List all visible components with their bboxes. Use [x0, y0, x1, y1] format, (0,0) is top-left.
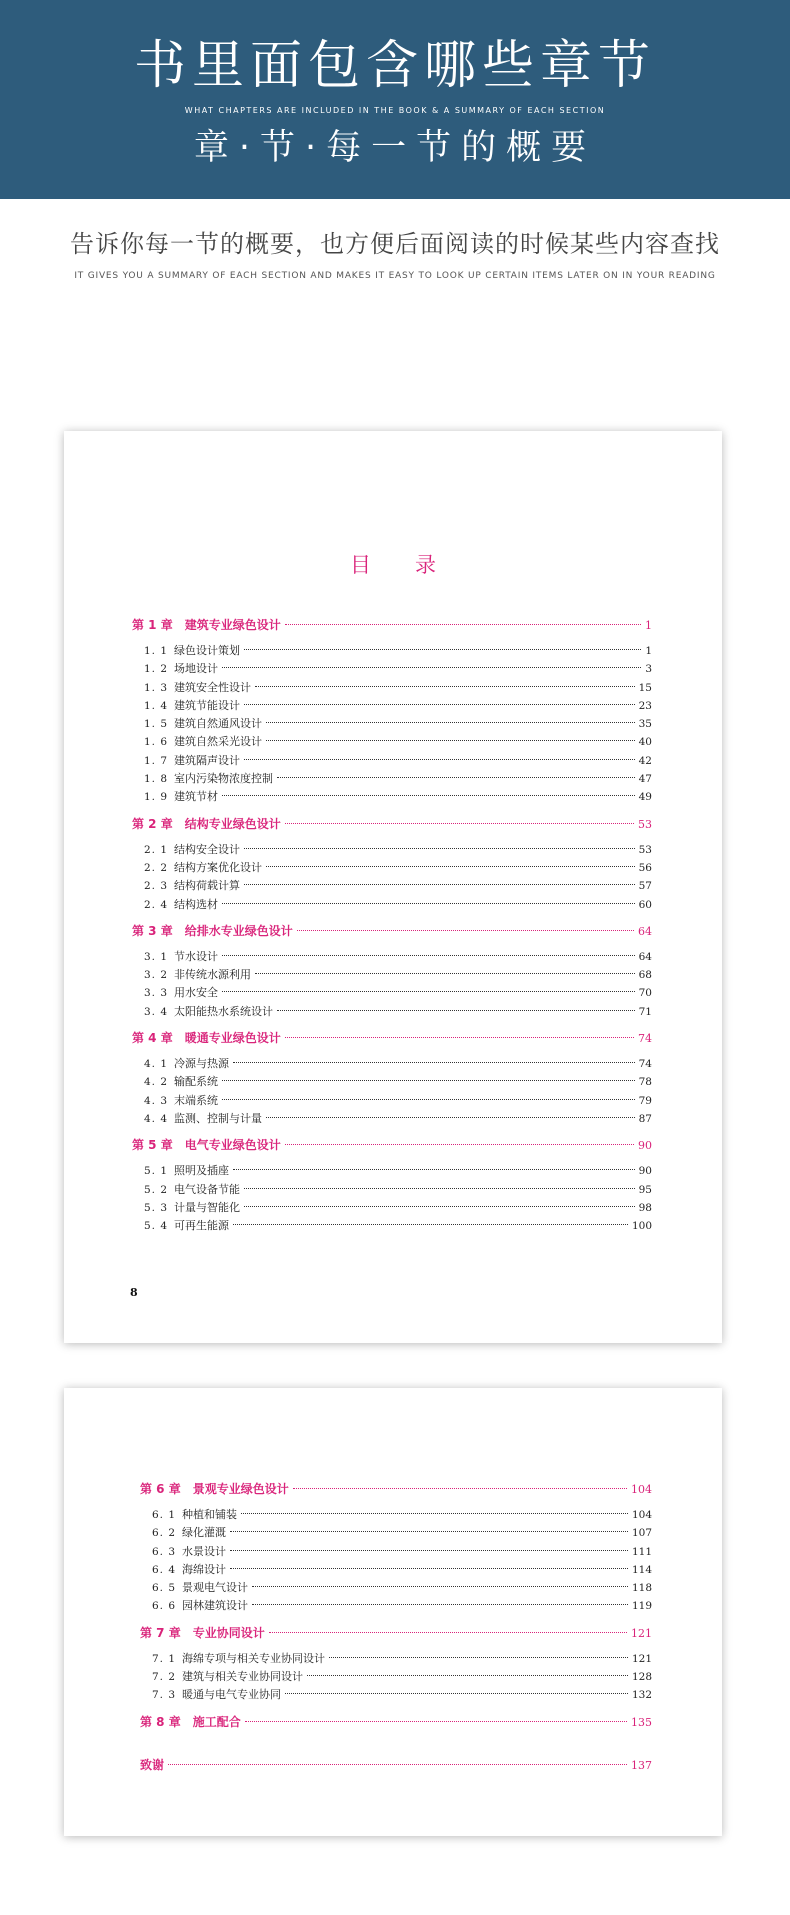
dot-leader — [244, 649, 641, 650]
chapter-page: 1 — [645, 619, 652, 632]
section-entry — [132, 1217, 652, 1235]
section-page: 47 — [638, 773, 652, 786]
section-page: 40 — [638, 736, 652, 749]
section-title: 绿化灌溉 — [182, 1526, 226, 1540]
section-number: 1. 3 — [144, 681, 169, 694]
dot-leader — [222, 667, 641, 668]
section-entry — [132, 1162, 652, 1180]
section-title: 场地设计 — [174, 662, 218, 676]
section-title: 景观电气设计 — [182, 1581, 248, 1595]
chapter-page: 90 — [638, 1139, 652, 1153]
spacer — [132, 807, 652, 815]
section-number: 6. 1 — [152, 1509, 177, 1521]
section-number: 2. 2 — [144, 861, 169, 874]
dot-leader — [244, 1188, 635, 1189]
dot-leader — [297, 930, 634, 931]
section-entry — [132, 877, 652, 895]
dot-leader — [244, 884, 635, 885]
section-number: 6. 2 — [152, 1527, 177, 1540]
section-title: 太阳能热水系统设计 — [174, 1004, 273, 1018]
section-number: 1. 9 — [144, 791, 169, 804]
section-entry — [132, 841, 652, 859]
section-number: 6. 3 — [152, 1545, 177, 1558]
section-entry — [140, 1579, 652, 1597]
chapter-entry — [132, 1136, 652, 1155]
chapter-title: 施工配合 — [192, 1714, 241, 1729]
chapter-page: 135 — [631, 1715, 652, 1729]
section-title: 结构安全设计 — [174, 842, 240, 856]
section-page: 100 — [631, 1220, 652, 1233]
section-entry — [132, 1181, 652, 1199]
section-number: 4. 1 — [144, 1058, 169, 1071]
chapter-entry — [140, 1480, 652, 1499]
section-page: 56 — [638, 861, 652, 874]
dot-leader — [230, 1531, 628, 1532]
chapter-page: 121 — [631, 1626, 652, 1640]
section-entry — [132, 1003, 652, 1021]
section-page: 35 — [638, 718, 652, 731]
section-entry — [132, 733, 652, 751]
chapter-number: 第 1 章 — [132, 618, 173, 632]
section-number: 1. 6 — [144, 736, 169, 749]
chapter-entry — [132, 616, 652, 635]
spacer — [132, 914, 652, 922]
dot-leader — [244, 1206, 635, 1207]
section-number: 1. 4 — [144, 699, 169, 712]
section-title: 节水设计 — [174, 949, 218, 963]
dot-leader — [230, 1568, 628, 1569]
dot-leader — [222, 795, 635, 796]
section-page: 53 — [638, 843, 652, 856]
section-page: 71 — [638, 1005, 652, 1018]
chapter-page: 104 — [631, 1483, 652, 1496]
dot-leader — [293, 1488, 627, 1489]
dot-leader — [255, 973, 635, 974]
banner-subtitle-cn: 章·节·每一节的概要 — [193, 128, 597, 168]
header-banner — [0, 0, 790, 199]
spacer — [140, 1748, 652, 1756]
section-title: 结构选材 — [174, 897, 218, 911]
section-title: 室内污染物浓度控制 — [174, 772, 273, 786]
dot-leader — [277, 777, 635, 778]
chapter-number: 第 5 章 — [132, 1138, 173, 1153]
dot-leader — [241, 1513, 628, 1514]
chapter-number: 第 8 章 — [140, 1714, 181, 1729]
section-title: 种植和铺装 — [182, 1508, 237, 1521]
section-title: 冷源与热源 — [174, 1057, 229, 1071]
section-page: 104 — [631, 1509, 652, 1521]
dot-leader — [285, 624, 641, 625]
section-title: 建筑节材 — [174, 790, 218, 804]
section-entry — [140, 1597, 652, 1615]
section-title: 建筑自然采光设计 — [174, 735, 262, 749]
section-page: 68 — [638, 969, 652, 982]
section-title: 建筑与相关专业协同设计 — [182, 1670, 303, 1684]
section-entry — [140, 1543, 652, 1561]
section-number: 6. 4 — [152, 1563, 177, 1576]
dot-leader — [233, 1224, 628, 1225]
section-number: 5. 4 — [144, 1220, 169, 1233]
toc-page-2 — [64, 1388, 722, 1836]
dot-leader — [307, 1675, 628, 1676]
dot-leader — [285, 1693, 628, 1694]
section-title: 电气设备节能 — [174, 1182, 240, 1196]
dot-leader — [329, 1657, 628, 1658]
section-title: 用水安全 — [174, 986, 218, 1000]
chapter-entry — [132, 815, 652, 834]
section-entry — [140, 1686, 652, 1704]
section-entry — [132, 752, 652, 770]
section-entry — [140, 1524, 652, 1542]
section-page: 111 — [631, 1545, 652, 1558]
chapter-page: 64 — [638, 924, 652, 938]
dot-leader — [222, 903, 635, 904]
dot-leader — [244, 848, 635, 849]
section-page: 1 — [645, 645, 652, 657]
section-entry — [132, 715, 652, 733]
section-page: 119 — [631, 1600, 652, 1613]
section-page: 114 — [631, 1563, 652, 1576]
section-title: 绿色设计策划 — [174, 644, 240, 657]
section-page: 95 — [638, 1183, 652, 1196]
section-number: 4. 4 — [144, 1112, 169, 1125]
section-number: 2. 1 — [144, 843, 169, 856]
section-number: 1. 8 — [144, 773, 169, 786]
section-page: 70 — [638, 987, 652, 1000]
section-page: 78 — [638, 1076, 652, 1089]
section-page: 57 — [638, 880, 652, 893]
spacer — [140, 1643, 652, 1650]
section-title: 输配系统 — [174, 1075, 218, 1089]
spacer — [140, 1616, 652, 1624]
section-entry — [140, 1650, 652, 1668]
dot-leader — [252, 1586, 628, 1587]
chapter-page: 53 — [638, 817, 652, 831]
dot-leader — [168, 1764, 627, 1765]
section-entry — [132, 1110, 652, 1128]
spacer — [140, 1740, 652, 1748]
section-number: 1. 5 — [144, 718, 169, 731]
chapter-entry — [140, 1713, 652, 1732]
spacer — [140, 1499, 652, 1506]
dot-leader — [230, 1550, 628, 1551]
chapter-entry — [140, 1756, 652, 1775]
spacer — [132, 635, 652, 642]
section-entry — [132, 948, 652, 966]
section-entry — [132, 660, 652, 678]
section-title: 建筑隔声设计 — [174, 753, 240, 767]
spacer — [132, 1021, 652, 1029]
spacer — [132, 1155, 652, 1162]
section-entry — [132, 896, 652, 914]
section-number: 4. 3 — [144, 1094, 169, 1107]
section-title: 照明及插座 — [174, 1164, 229, 1178]
dot-leader — [285, 1037, 634, 1038]
spacer — [132, 1128, 652, 1136]
section-number: 5. 2 — [144, 1183, 169, 1196]
section-entry — [140, 1506, 652, 1524]
section-number: 7. 2 — [152, 1671, 177, 1684]
dot-leader — [252, 1604, 628, 1605]
section-entry — [132, 679, 652, 697]
section-number: 7. 1 — [152, 1652, 177, 1665]
dot-leader — [277, 1010, 635, 1011]
section-page: 3 — [645, 663, 652, 676]
chapter-title: 建筑专业绿色设计 — [184, 618, 281, 632]
chapter-title: 致谢 — [140, 1757, 165, 1772]
section-entry — [132, 788, 652, 806]
dot-leader — [266, 1117, 635, 1118]
section-entry — [132, 1055, 652, 1073]
section-page: 60 — [638, 898, 652, 911]
section-title: 暖通与电气专业协同 — [182, 1688, 281, 1702]
section-entry — [132, 1199, 652, 1217]
chapter-entry — [140, 1624, 652, 1643]
section-page: 79 — [638, 1094, 652, 1107]
chapter-title: 给排水专业绿色设计 — [184, 923, 293, 938]
dot-leader — [266, 722, 635, 723]
spacer — [132, 834, 652, 841]
chapter-title: 结构专业绿色设计 — [184, 816, 281, 831]
section-page: 23 — [638, 699, 652, 712]
section-page: 118 — [631, 1582, 652, 1595]
page-number: 8 — [130, 1286, 138, 1299]
section-title: 园林建筑设计 — [182, 1599, 248, 1613]
dot-leader — [222, 955, 635, 956]
dot-leader — [245, 1721, 627, 1722]
section-number: 3. 4 — [144, 1005, 169, 1018]
section-page: 132 — [631, 1689, 652, 1702]
section-entry — [132, 770, 652, 788]
section-entry — [132, 859, 652, 877]
section-page: 98 — [638, 1201, 652, 1214]
chapter-entry — [132, 1029, 652, 1048]
section-number: 1. 7 — [144, 754, 169, 767]
section-page: 107 — [631, 1527, 652, 1540]
chapter-title: 暖通专业绿色设计 — [184, 1031, 281, 1046]
dot-leader — [233, 1062, 635, 1063]
section-number: 1. 1 — [144, 645, 169, 657]
chapter-title: 电气专业绿色设计 — [184, 1138, 281, 1153]
dot-leader — [255, 686, 635, 687]
section-title: 海绵设计 — [182, 1562, 226, 1576]
toc-list — [140, 1480, 652, 1775]
toc-page-1 — [64, 431, 722, 1343]
section-page: 49 — [638, 791, 652, 804]
dot-leader — [266, 866, 635, 867]
banner-title: 书里面包含哪些章节 — [133, 36, 656, 96]
section-title: 水景设计 — [182, 1544, 226, 1558]
section-title: 结构荷载计算 — [174, 879, 240, 893]
section-page: 64 — [638, 950, 652, 963]
section-number: 6. 5 — [152, 1582, 177, 1595]
section-entry — [132, 966, 652, 984]
chapter-number: 第 2 章 — [132, 816, 173, 831]
section-number: 5. 1 — [144, 1165, 169, 1178]
dot-leader — [285, 1144, 634, 1145]
section-page: 121 — [631, 1652, 652, 1665]
section-page: 87 — [638, 1112, 652, 1125]
dot-leader — [244, 704, 635, 705]
intro-text-en: IT GIVES YOU A SUMMARY OF EACH SECTION AND MAKES IT EASY TO LOOK UP CERTAIN ITEMS LATER ON IN YOUR READING — [74, 271, 716, 281]
section-title: 海绵专项与相关专业协同设计 — [182, 1651, 325, 1665]
section-entry — [132, 642, 652, 660]
section-entry — [132, 984, 652, 1002]
section-title: 结构方案优化设计 — [174, 860, 262, 874]
section-page: 15 — [638, 681, 652, 694]
chapter-number: 第 7 章 — [140, 1625, 181, 1640]
section-number: 1. 2 — [144, 663, 169, 676]
spacer — [140, 1732, 652, 1740]
section-number: 6. 6 — [152, 1600, 177, 1613]
spacer — [132, 941, 652, 948]
section-title: 计量与智能化 — [174, 1200, 240, 1214]
section-number: 5. 3 — [144, 1201, 169, 1214]
section-number: 3. 3 — [144, 987, 169, 1000]
intro-text-cn: 告诉你每一节的概要，也方便后面阅读的时候某些内容查找 — [70, 230, 720, 258]
chapter-number: 第 4 章 — [132, 1031, 173, 1046]
section-title: 可再生能源 — [174, 1219, 229, 1233]
banner-subtitle-en: WHAT CHAPTERS ARE INCLUDED IN THE BOOK & A SUMMARY OF EACH SECTION — [184, 106, 606, 115]
section-title: 末端系统 — [174, 1093, 218, 1107]
section-title: 非传统水源利用 — [174, 968, 251, 982]
section-entry — [132, 697, 652, 715]
dot-leader — [233, 1169, 635, 1170]
toc-list — [132, 616, 652, 1235]
toc-title: 目录 — [350, 553, 480, 577]
chapter-entry — [132, 922, 652, 941]
section-number: 3. 2 — [144, 969, 169, 982]
dot-leader — [269, 1632, 627, 1633]
section-number: 3. 1 — [144, 950, 169, 963]
dot-leader — [266, 740, 635, 741]
section-title: 建筑自然通风设计 — [174, 717, 262, 731]
section-entry — [132, 1073, 652, 1091]
section-title: 建筑节能设计 — [174, 698, 240, 712]
section-number: 4. 2 — [144, 1076, 169, 1089]
section-page: 90 — [638, 1165, 652, 1178]
chapter-page: 74 — [638, 1032, 652, 1046]
section-page: 42 — [638, 754, 652, 767]
chapter-page: 137 — [631, 1758, 652, 1772]
section-number: 7. 3 — [152, 1689, 177, 1702]
section-page: 128 — [631, 1671, 652, 1684]
dot-leader — [244, 759, 635, 760]
chapter-number: 第 6 章 — [140, 1482, 181, 1496]
dot-leader — [285, 823, 634, 824]
dot-leader — [222, 991, 635, 992]
dot-leader — [222, 1080, 635, 1081]
section-number: 2. 3 — [144, 880, 169, 893]
section-title: 监测、控制与计量 — [174, 1111, 262, 1125]
chapter-title: 景观专业绿色设计 — [192, 1482, 289, 1496]
section-entry — [140, 1668, 652, 1686]
spacer — [132, 1048, 652, 1055]
dot-leader — [222, 1099, 635, 1100]
spacer — [140, 1705, 652, 1713]
chapter-number: 第 3 章 — [132, 923, 173, 938]
section-number: 2. 4 — [144, 898, 169, 911]
chapter-title: 专业协同设计 — [192, 1625, 265, 1640]
section-page: 74 — [638, 1058, 652, 1071]
section-entry — [140, 1561, 652, 1579]
section-entry — [132, 1092, 652, 1110]
section-title: 建筑安全性设计 — [174, 680, 251, 694]
